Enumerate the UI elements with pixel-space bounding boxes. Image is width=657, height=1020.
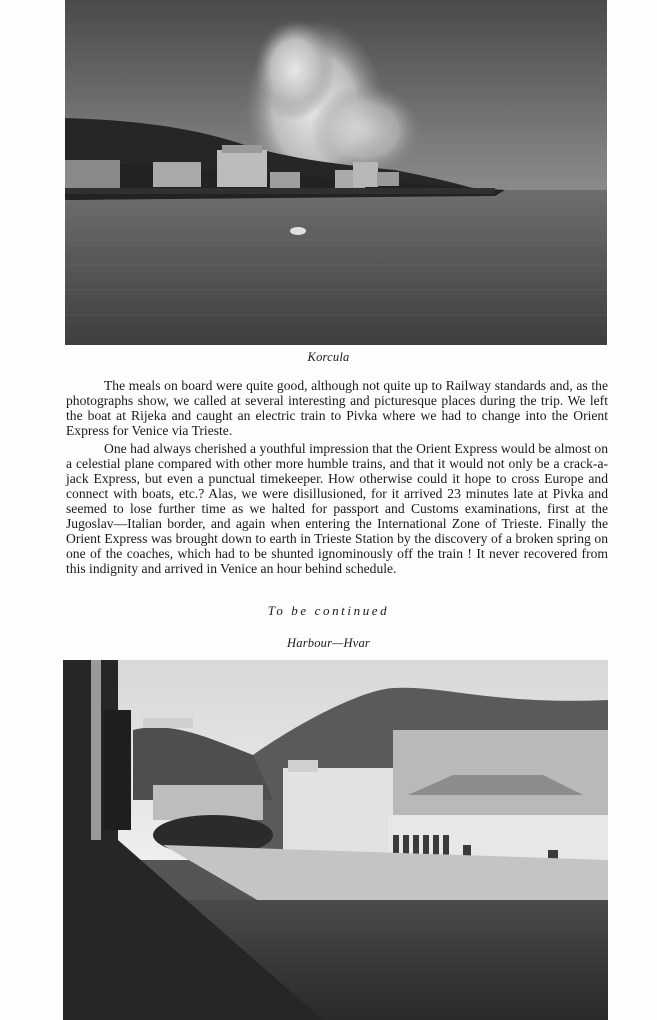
- ship-mast: [91, 660, 101, 840]
- buoy: [290, 227, 306, 235]
- photo-korcula: [65, 0, 607, 345]
- article-paragraph-1: The meals on board were quite good, although not quite up to Railway standards and, as the photographs show, we called at several interesting and picturesque places during the trip. We left the boat at Rijeka and caught an electric train to Pivka where we had to change into the Orient Express for Venice via Trieste.: [66, 378, 608, 438]
- article-body: [66, 378, 608, 579]
- fortress: [143, 718, 193, 728]
- quay: [65, 188, 495, 194]
- photo-hvar-harbour: [63, 660, 608, 1020]
- korcula-image: [65, 0, 607, 345]
- to-be-continued-note: To be continued: [267, 603, 390, 618]
- ship-funnel: [103, 710, 131, 830]
- sea: [65, 190, 607, 345]
- figure-caption-hvar: Harbour—Hvar: [287, 636, 370, 650]
- figure-caption-korcula: Korcula: [307, 350, 350, 364]
- article-paragraph-2: One had always cherished a youthful impression that the Orient Express would be almost on a celestial plane compared with other more humble trains, and that it would not only be a crack-a-jack Express, but even a punctual timekeeper. How otherwise could it hope to cross Europe and connect with boats, etc.? Alas, we were disillusioned, for it arrived 23 minutes late at Pivka and seemed to lose further time as we halted for passport and Customs examinations, first at the Jugoslav—Italian border, and again when entering the International Zone of Trieste. Finally the Orient Express was brought down to earth in Trieste Station by the discovery of a broken spring on one of the coaches, which had to be shunted ignominously off the train ! It never recovered from this indignity and arrived in Venice an hour behind schedule.: [66, 441, 608, 576]
- hvar-harbour-image: [63, 660, 608, 1020]
